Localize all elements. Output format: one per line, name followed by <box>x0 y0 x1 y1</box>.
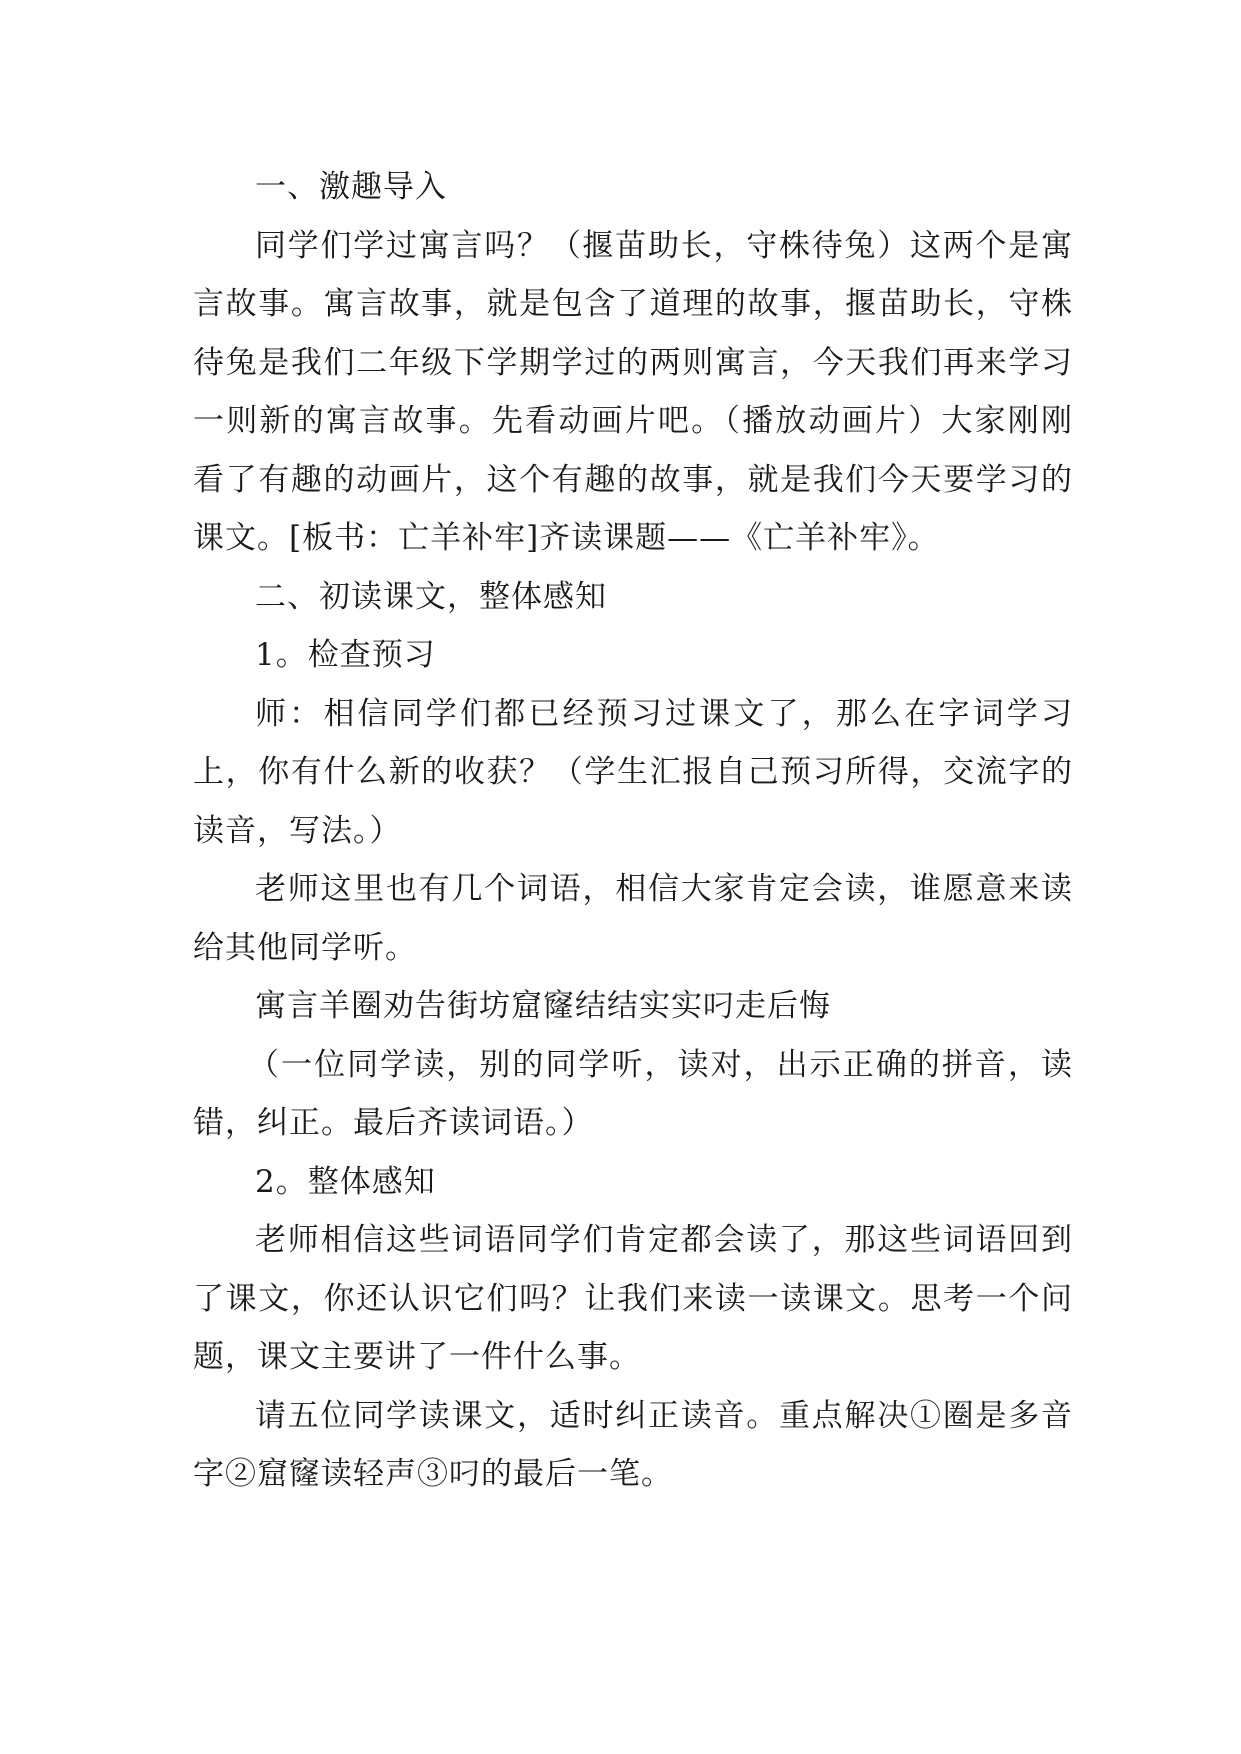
subheading-overall-perception: 2。整体感知 <box>255 1163 436 1200</box>
paragraph-reading-focus: 请五位同学读课文，适时纠正读音。重点解决①圈是多音字②窟窿读轻声③叼的最后一笔。 <box>193 1397 1073 1492</box>
paragraph-word-reading: 老师这里也有几个词语，相信大家肯定会读，谁愿意来读给其他同学听。 <box>193 871 1073 966</box>
heading-section-2: 二、初读课文，整体感知 <box>255 578 607 615</box>
paragraph-perception-question: 老师相信这些词语同学们肯定都会读了，那这些词语回到了课文，你还认识它们吗？让我们来读一读课文。思考一个问题，课文主要讲了一件什么事。 <box>193 1222 1073 1375</box>
heading-section-1: 一、激趣导入 <box>255 169 447 205</box>
subheading-preview-check: 1。检查预习 <box>255 637 436 673</box>
paragraph-teacher-question: 师：相信同学们都已经预习过课文了，那么在字词学习上，你有什么新的收获？（学生汇报自己预习所得，交流字的读音，写法。） <box>193 695 1073 849</box>
paragraph-word-list: 寓言羊圈劝告街坊窟窿结结实实叼走后悔 <box>255 988 831 1024</box>
paragraph-intro: 同学们学过寓言吗？（揠苗助长，守株待兔）这两个是寓言故事。寓言故事，就是包含了道理的故事，揠苗助长，守株待兔是我们二年级下学期学过的两则寓言，今天我们再来学习一则新的寓言故事。先看动画片吧。（播放动画片）大家刚刚看了有趣的动画片，这个有趣的故事，就是我们今天要学习的课文。[板书：亡羊补牢]齐读课题——《亡羊补牢》。 <box>193 227 1073 556</box>
document-body <box>193 158 1073 1504</box>
paragraph-reading-note: （一位同学读，别的同学听，读对，出示正确的拼音，读错，纠正。最后齐读词语。） <box>193 1046 1073 1141</box>
